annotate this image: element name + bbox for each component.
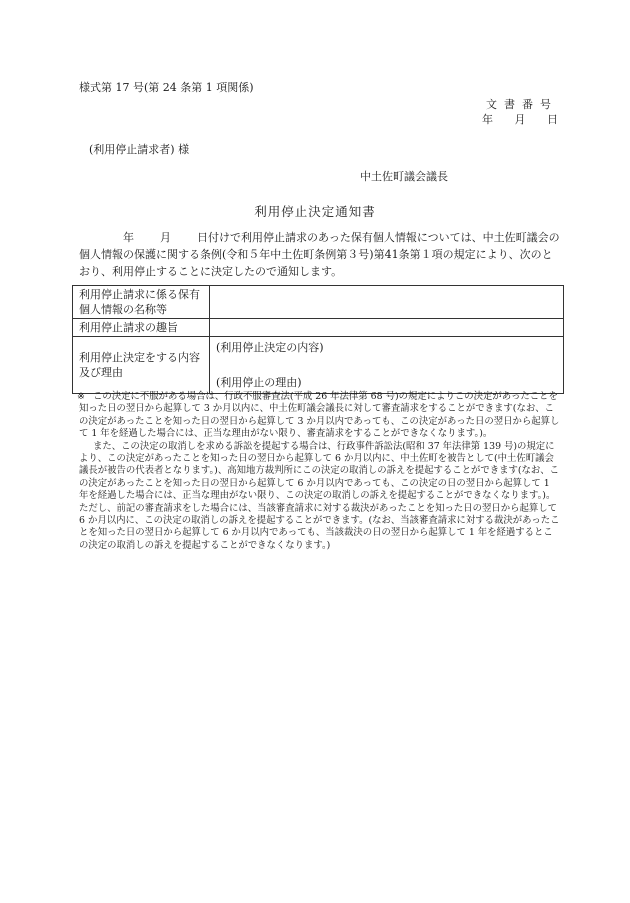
table-row — [73, 286, 564, 319]
body-year-label: 年 — [123, 231, 134, 244]
body-paragraph: 日付けで利用停止請求のあった保有個人情報については、中土佐町議会の個人情報の保護に関する条例(令和５年中土佐町条例第３号)第41条第１項の規定により、次のとおり、利用停止することに決定したので通知します。 — [79, 231, 560, 278]
recipient: (利用停止請求者) 様 — [89, 143, 190, 156]
row1-value — [210, 286, 564, 319]
note-mark: ※ — [77, 391, 85, 402]
body-text — [79, 229, 561, 280]
notes-section — [79, 391, 561, 552]
date-month: 月 — [514, 113, 526, 126]
body-month-label: 月 — [160, 231, 171, 244]
row2-label: 利用停止請求の趣旨 — [73, 319, 210, 337]
table-row — [73, 319, 564, 337]
date-year: 年 — [482, 113, 493, 126]
row3-value — [210, 337, 564, 394]
date-line — [464, 111, 558, 127]
row3-label: 利用停止決定をする内容及び理由 — [73, 337, 210, 394]
sender: 中土佐町議会議長 — [360, 170, 448, 183]
row1-label: 利用停止請求に係る保有個人情報の名称等 — [73, 286, 210, 319]
decision-content-label: (利用停止決定の内容) — [216, 341, 324, 354]
note-paragraph-1: この決定に不服がある場合は、行政不服審査法(平成 26 年法律第 68 号)の規定によりこの決定があったことを知った日の翌日から起算して 3 か月以内に、中土佐町議会議長に対して審査請求をすることができます(なお、この決定があったことを知った日の翌日から起算して 3 か月以内であっても、この決定があった日の翌日から起算して 1 年を経過した場合には、正当な理由がない限り、審査請求をすることができなくなります。)。 — [79, 391, 560, 440]
document-title: 利用停止決定通知書 — [254, 204, 376, 219]
date-day: 日 — [547, 113, 558, 126]
row2-value — [210, 319, 564, 337]
info-table — [72, 285, 564, 394]
decision-reason-label: (利用停止の理由) — [216, 376, 302, 389]
form-id: 様式第 17 号(第 24 条第 1 項関係) — [79, 81, 254, 94]
document-number-label: 文書番号 — [486, 98, 558, 111]
table-row — [73, 337, 564, 394]
note-paragraph-2: また、この決定の取消しを求める訴訟を提起する場合は、行政事件訴訟法(昭和 37 年法律第 139 号)の規定により、この決定があったことを知った日の翌日から起算して 6 か月以内に、中土佐町を被告として(中土佐町議会議長が被告の代表者となります。)、高知地方裁判所にこの決定の取消しの訴えを提起することができます(なお、この決定があったことを知った日の翌日から起算して 6 か月以内であっても、この決定の日の翌日から起算して 1 年を経過した場合には、正当な理由がない限り、この決定の取消しの訴えを提起することができなくなります。)。ただし、前記の審査請求をした場合には、当該審査請求に対する裁決があったことを知った日の翌日から起算して 6 か月以内に、この決定の取消しの訴えを提起することができます。(なお、当該審査請求に対する裁決があったことを知った日の翌日から起算して 6 か月以内であっても、当該裁決の日の翌日から起算して 1 年を経過するとこの決定の取消しの訴えを提起することができなくなります。) — [79, 440, 560, 551]
